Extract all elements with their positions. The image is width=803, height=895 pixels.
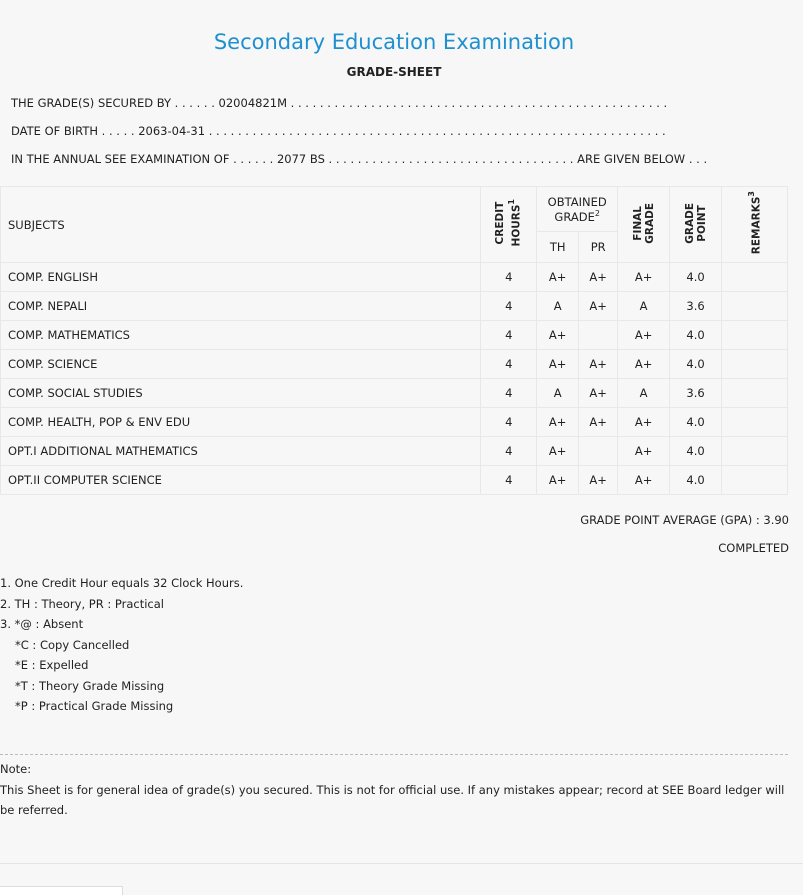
header-pr: PR	[579, 232, 618, 263]
table-row	[1, 263, 788, 292]
credit-cell: 4	[481, 350, 537, 379]
table-row	[1, 437, 788, 466]
result-status: COMPLETED	[718, 541, 789, 555]
table-row	[1, 408, 788, 437]
remarks-cell	[722, 350, 788, 379]
exam-year: 2077 BS	[276, 152, 325, 166]
pr-grade-cell: A+	[579, 292, 618, 321]
grade-point-cell: 3.6	[670, 292, 722, 321]
remarks-cell	[722, 292, 788, 321]
subject-cell: COMP. HEALTH, POP & ENV EDU	[1, 408, 481, 437]
final-grade-cell: A+	[618, 263, 670, 292]
footnote-credit-hour: 1. One Credit Hour equals 32 Clock Hours.	[0, 576, 244, 590]
remarks-cell	[722, 437, 788, 466]
subject-cell: COMP. NEPALI	[1, 292, 481, 321]
credit-cell: 4	[481, 292, 537, 321]
subject-cell: COMP. ENGLISH	[1, 263, 481, 292]
grade-point-cell: 4.0	[670, 321, 722, 350]
grade-point-cell: 4.0	[670, 263, 722, 292]
page-title: Secondary Education Examination	[213, 30, 575, 54]
info-exam	[11, 152, 707, 166]
info-secured-by	[11, 96, 667, 110]
th-grade-cell: A+	[537, 437, 579, 466]
grade-table	[0, 186, 788, 495]
remarks-cell	[722, 379, 788, 408]
header-credit-sup: 1	[507, 199, 517, 205]
credit-cell: 4	[481, 321, 537, 350]
dob-label: DATE OF BIRTH . . . . .	[11, 124, 135, 138]
subject-cell: COMP. SOCIAL STUDIES	[1, 379, 481, 408]
header-final-grade	[618, 187, 670, 263]
th-grade-cell: A+	[537, 263, 579, 292]
grade-point-cell: 4.0	[670, 466, 722, 495]
th-grade-cell: A+	[537, 321, 579, 350]
credit-cell: 4	[481, 466, 537, 495]
dob-dots: . . . . . . . . . . . . . . . . . . . . . . . . . . . . . . . . . . . . . . . . . . . . . . . . . . . . . . . . . . . . . . .	[208, 124, 666, 138]
subject-cell: COMP. SCIENCE	[1, 350, 481, 379]
note-box	[0, 754, 788, 821]
footnote-th-pr: 2. TH : Theory, PR : Practical	[0, 596, 164, 611]
credit-cell: 4	[481, 263, 537, 292]
grade-point-cell: 4.0	[670, 350, 722, 379]
header-credit-hours	[481, 187, 537, 263]
credit-cell: 4	[481, 379, 537, 408]
bottom-tab-stub	[0, 886, 123, 895]
remarks-cell	[722, 263, 788, 292]
subject-cell: OPT.I ADDITIONAL MATHEMATICS	[1, 437, 481, 466]
note-text: This Sheet is for general idea of grade(s) you secured. This is not for official use. If any mistakes appear; record at SEE Board ledger will be referred.	[0, 782, 785, 817]
exam-dots: . . . . . . . . . . . . . . . . . . . . . . . . . . . . . . . . . . ARE GIVEN BELOW . . .	[328, 152, 708, 166]
table-header-row	[1, 187, 788, 232]
footnote-copy-cancelled: *C : Copy Cancelled	[15, 637, 130, 652]
remarks-cell	[722, 321, 788, 350]
header-point-line2: POINT	[695, 204, 708, 242]
final-grade-cell: A+	[618, 350, 670, 379]
pr-grade-cell: A+	[579, 350, 618, 379]
pr-grade-cell: A+	[579, 408, 618, 437]
header-final-line1: FINAL	[631, 205, 644, 241]
pr-grade-cell	[579, 321, 618, 350]
remarks-cell	[722, 408, 788, 437]
footnote-theory-missing: *T : Theory Grade Missing	[15, 678, 165, 693]
final-grade-cell: A+	[618, 437, 670, 466]
info-dob	[11, 124, 666, 138]
header-obtained-line2: GRADE	[554, 209, 595, 224]
table-row	[1, 350, 788, 379]
header-final-line2: GRADE	[643, 202, 656, 244]
final-grade-cell: A	[618, 292, 670, 321]
header-remarks-label: REMARKS	[750, 196, 763, 255]
symbol-number: 02004821M	[218, 96, 288, 110]
header-remarks-sup: 3	[747, 191, 757, 197]
final-grade-cell: A+	[618, 321, 670, 350]
header-th: TH	[537, 232, 579, 263]
dob-value: 2063-04-31	[138, 124, 206, 138]
th-grade-cell: A	[537, 292, 579, 321]
secured-by-dots: . . . . . . . . . . . . . . . . . . . . . . . . . . . . . . . . . . . . . . . . . . . . . . . . . . . .	[290, 96, 668, 110]
exam-label: IN THE ANNUAL SEE EXAMINATION OF . . . . . .	[11, 152, 274, 166]
subject-cell: OPT.II COMPUTER SCIENCE	[1, 466, 481, 495]
page-subtitle: GRADE-SHEET	[346, 65, 442, 79]
final-grade-cell: A+	[618, 408, 670, 437]
header-subjects: SUBJECTS	[1, 187, 481, 263]
final-grade-cell: A+	[618, 466, 670, 495]
header-credit-line1: CREDIT	[494, 201, 507, 245]
pr-grade-cell	[579, 437, 618, 466]
header-grade-point	[670, 187, 722, 263]
header-remarks	[722, 187, 788, 263]
header-credit-line2: HOURS	[510, 204, 523, 247]
gpa-summary: GRADE POINT AVERAGE (GPA) : 3.90	[580, 513, 789, 527]
footnote-practical-missing: *P : Practical Grade Missing	[15, 699, 174, 713]
table-row	[1, 379, 788, 408]
grade-point-cell: 3.6	[670, 379, 722, 408]
th-grade-cell: A+	[537, 350, 579, 379]
footnote-expelled: *E : Expelled	[15, 658, 89, 672]
final-grade-cell: A	[618, 379, 670, 408]
subject-cell: COMP. MATHEMATICS	[1, 321, 481, 350]
table-row	[1, 466, 788, 495]
footnotes	[0, 573, 243, 717]
th-grade-cell: A+	[537, 408, 579, 437]
th-grade-cell: A	[537, 379, 579, 408]
pr-grade-cell: A+	[579, 263, 618, 292]
header-obtained-line1: OBTAINED	[547, 194, 607, 209]
pr-grade-cell: A+	[579, 379, 618, 408]
header-point-line1: GRADE	[683, 202, 696, 244]
note-label: Note:	[0, 762, 32, 776]
grade-point-cell: 4.0	[670, 437, 722, 466]
header-obtained-grade	[537, 187, 618, 232]
grade-point-cell: 4.0	[670, 408, 722, 437]
remarks-cell	[722, 466, 788, 495]
table-row	[1, 292, 788, 321]
th-grade-cell: A+	[537, 466, 579, 495]
secured-by-label: THE GRADE(S) SECURED BY . . . . . .	[11, 96, 215, 110]
content-bottom-border	[0, 863, 803, 864]
credit-cell: 4	[481, 437, 537, 466]
pr-grade-cell: A+	[579, 466, 618, 495]
table-row	[1, 321, 788, 350]
footnote-absent: 3. *@ : Absent	[0, 617, 84, 631]
header-obtained-sup: 2	[594, 208, 600, 218]
credit-cell: 4	[481, 408, 537, 437]
